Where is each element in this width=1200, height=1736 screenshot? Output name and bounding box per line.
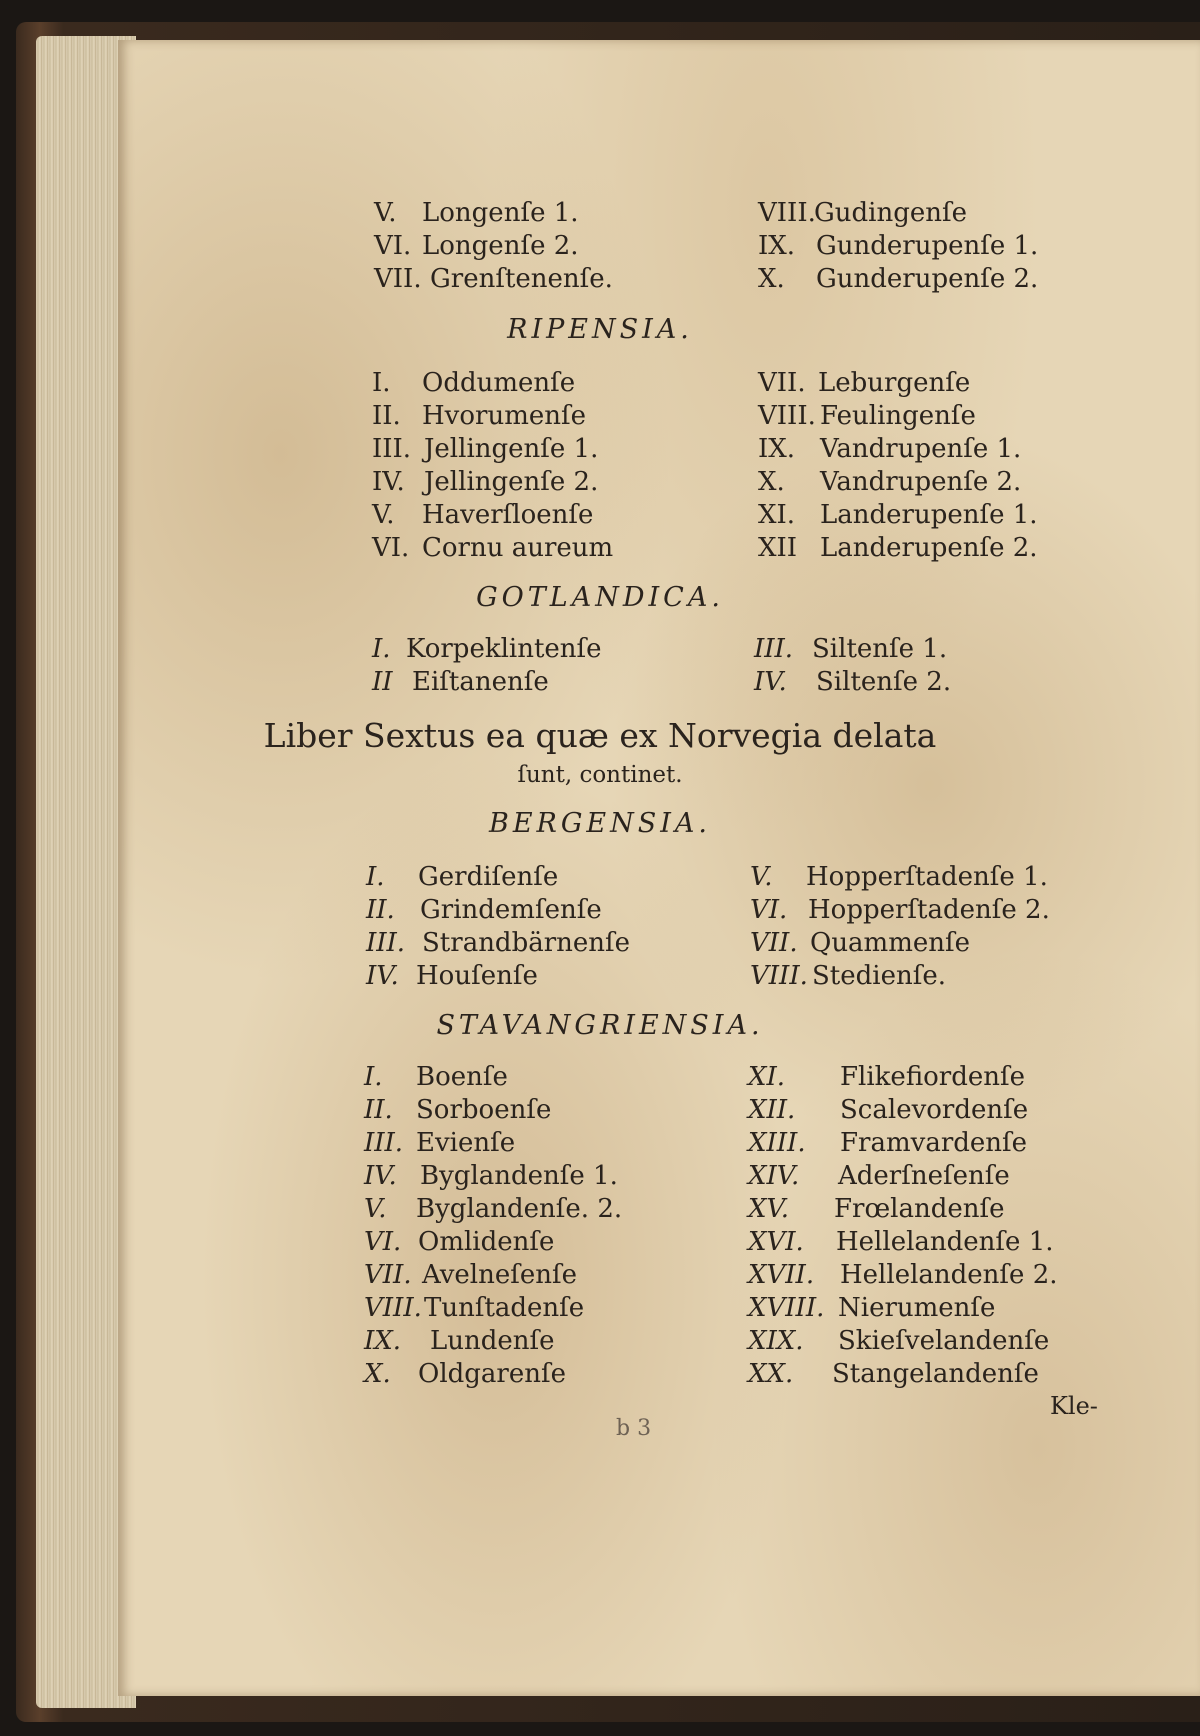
item-number: VI. <box>750 895 788 925</box>
item-number: VII. <box>758 368 806 398</box>
item-name: Framvardenſe <box>840 1128 1028 1158</box>
item-number: XIX. <box>748 1326 804 1356</box>
item-name: Vandrupenſe 1. <box>820 434 1022 464</box>
item-name: Korpeklintenſe <box>406 634 602 664</box>
item-number: VIII. <box>750 961 808 991</box>
section-title-gotlandica: GOTLANDICA. <box>476 582 724 613</box>
item-name: Hvorumenſe <box>422 401 586 431</box>
item-name: Cornu aureum <box>422 533 614 563</box>
item-number: VI. <box>372 533 410 563</box>
item-number: IV. <box>754 667 787 697</box>
book-heading-continued: ſunt, continet. <box>517 762 683 788</box>
item-number: IX. <box>758 231 796 261</box>
item-number: XVIII. <box>748 1293 825 1323</box>
item-number: VII. <box>750 928 798 958</box>
item-number: XII <box>758 533 798 563</box>
item-number: III. <box>372 434 412 464</box>
item-name: Hopperſtadenſe 2. <box>808 895 1050 925</box>
item-number: I. <box>366 862 385 892</box>
item-name: Avelneſenſe <box>422 1260 578 1290</box>
item-number: I. <box>372 368 391 398</box>
section-title-bergensia: BERGENSIA. <box>488 808 712 839</box>
item-name: Houſenſe <box>416 961 538 991</box>
item-name: Skieſvelandenſe <box>838 1326 1050 1356</box>
item-name: Feulingenſe <box>820 401 976 431</box>
item-name: Gerdiſenſe <box>418 862 559 892</box>
item-number: I. <box>364 1062 383 1092</box>
item-name: Byglandenſe. 2. <box>416 1194 623 1224</box>
item-name: Jellingenſe 1. <box>424 434 599 464</box>
item-number: V. <box>374 198 397 228</box>
item-name: Boenſe <box>416 1062 508 1092</box>
section-title-stavangriensia: STAVANGRIENSIA. <box>436 1010 764 1041</box>
item-name: Flikefiordenſe <box>840 1062 1026 1092</box>
catchword: Kle- <box>1050 1392 1098 1420</box>
item-name: Oddumenſe <box>422 368 576 398</box>
item-number: II. <box>372 401 401 431</box>
item-number: VI. <box>364 1227 402 1257</box>
item-number: IX. <box>758 434 796 464</box>
item-name: Lundenſe <box>430 1326 555 1356</box>
item-name: Hellelandenſe 2. <box>840 1260 1058 1290</box>
item-name: Landerupenſe 1. <box>820 500 1038 530</box>
item-name: Hellelandenſe 1. <box>836 1227 1054 1257</box>
item-number: XV. <box>748 1194 790 1224</box>
item-name: Haverſloenſe <box>422 500 594 530</box>
item-name: Tunſtadenſe <box>424 1293 585 1323</box>
item-name: Stangelandenſe <box>832 1359 1039 1389</box>
item-name: Gudingenſe <box>814 198 968 228</box>
item-number: XX. <box>748 1359 794 1389</box>
item-number: I. <box>372 634 391 664</box>
item-number: XVII. <box>748 1260 815 1290</box>
item-number: XVI. <box>748 1227 804 1257</box>
item-name: Eiſtanenſe <box>412 667 549 697</box>
item-name: Quammenſe <box>810 928 971 958</box>
item-name: Grenſtenenſe. <box>430 264 613 294</box>
item-number: IV. <box>366 961 399 991</box>
item-number: IV. <box>372 467 405 497</box>
item-number: VIII. <box>364 1293 422 1323</box>
item-name: Oldgarenſe <box>418 1359 566 1389</box>
item-name: Jellingenſe 2. <box>424 467 599 497</box>
item-name: Longenſe 2. <box>422 231 579 261</box>
item-name: Nierumenſe <box>838 1293 996 1323</box>
item-name: Strandbärnenſe <box>422 928 631 958</box>
section-title-ripensia: RIPENSIA. <box>507 314 693 345</box>
item-number: XIV. <box>748 1161 800 1191</box>
item-name: Grindemſenſe <box>420 895 602 925</box>
item-name: Gunderupenſe 1. <box>816 231 1039 261</box>
item-number: VII. <box>364 1260 412 1290</box>
item-number: II. <box>364 1095 393 1125</box>
item-name: Evienſe <box>416 1128 516 1158</box>
item-name: Omlidenſe <box>418 1227 555 1257</box>
item-number: VI. <box>374 231 412 261</box>
item-number: II. <box>366 895 395 925</box>
item-name: Stedienſe. <box>812 961 947 991</box>
item-name: Siltenſe 2. <box>816 667 952 697</box>
item-number: VII. <box>374 264 422 294</box>
item-name: Longenſe 1. <box>422 198 579 228</box>
item-number: XII. <box>748 1095 796 1125</box>
item-name: Gunderupenſe 2. <box>816 264 1039 294</box>
item-number: VIII. <box>758 198 816 228</box>
item-name: Hopperſtadenſe 1. <box>806 862 1048 892</box>
item-number: III. <box>364 1128 404 1158</box>
item-name: Siltenſe 1. <box>812 634 948 664</box>
item-number: II <box>372 667 393 697</box>
item-number: III. <box>366 928 406 958</box>
item-name: Frœlandenſe <box>834 1194 1005 1224</box>
item-name: Scalevordenſe <box>840 1095 1029 1125</box>
item-number: V. <box>364 1194 387 1224</box>
item-number: V. <box>750 862 773 892</box>
item-number: XI. <box>758 500 796 530</box>
item-number: X. <box>758 467 785 497</box>
item-number: XIII. <box>748 1128 806 1158</box>
item-number: XI. <box>748 1062 786 1092</box>
item-number: X. <box>758 264 785 294</box>
item-number: III. <box>754 634 794 664</box>
item-name: Aderſneſenſe <box>838 1161 1010 1191</box>
signature-mark: b 3 <box>616 1416 652 1441</box>
item-number: IX. <box>364 1326 402 1356</box>
item-name: Landerupenſe 2. <box>820 533 1038 563</box>
item-number: V. <box>372 500 395 530</box>
item-number: X. <box>364 1359 391 1389</box>
item-number: IV. <box>364 1161 397 1191</box>
item-name: Byglandenſe 1. <box>420 1161 618 1191</box>
book-heading: Liber Sextus ea quæ ex Norvegia delata <box>263 716 937 755</box>
item-name: Leburgenſe <box>818 368 971 398</box>
item-name: Vandrupenſe 2. <box>820 467 1022 497</box>
item-name: Sorboenſe <box>416 1095 552 1125</box>
item-number: VIII. <box>758 401 816 431</box>
